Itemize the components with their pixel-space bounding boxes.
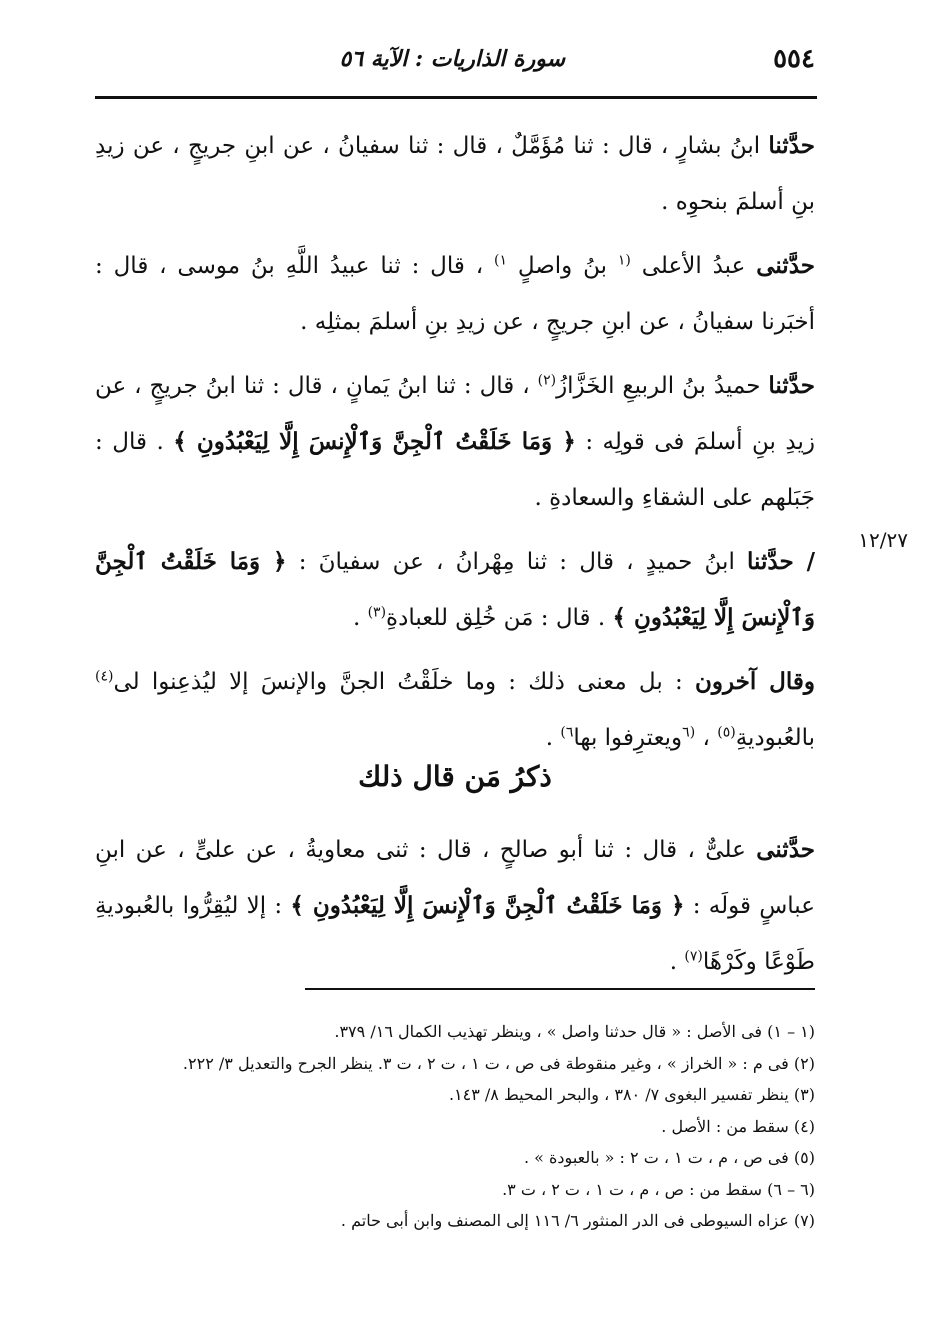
page-number: ٥٥٤ xyxy=(773,44,815,74)
paragraph-text: بنُ واصلٍ xyxy=(507,253,618,279)
narration-lead: حدَّثنى xyxy=(756,836,815,863)
paragraph-text: . قال : جَبَلهم على الشقاءِ والسعادةِ . xyxy=(95,429,815,511)
header-rule xyxy=(95,96,817,99)
footnote-2: (٢) فى م : « الخراز » ، وغير منقوطة فى ص ، ت ١ ، ت ٢ ، ت ٣. ينظر الجرح والتعديل ٣/ ٢٢٢. xyxy=(182,1053,815,1073)
paragraph-2 xyxy=(95,238,815,350)
narration-lead: حدَّثنى xyxy=(756,252,815,279)
paragraph-text: : إلا ليُقِرُّوا بالعُبوديةِ طَوْعًا وكَرْهًا xyxy=(95,893,815,975)
paragraph-text: ، xyxy=(695,725,718,751)
page-header xyxy=(95,38,815,88)
quran-verse: ﴿ وَمَا خَلَقْتُ ٱلْجِنَّ وَٱلْإِنسَ إِلَّا لِيَعْبُدُونِ ﴾ xyxy=(290,892,685,919)
paragraph-text: علىٌّ ، قال : ثنا أبو صالحٍ ، قال : ثنى معاويةُ ، عن علىٍّ ، عن ابنِ عباسٍ قولَه : xyxy=(95,837,815,919)
paragraph-text: . xyxy=(352,605,368,631)
footnote-ref-2: (٢) xyxy=(537,372,557,389)
paragraph-text: حميدُ بنُ الربيعِ الخَزَّازُ xyxy=(556,373,769,399)
footnote-ref-7: (٧) xyxy=(684,948,703,965)
paragraph-text: . xyxy=(545,725,561,751)
paragraph-text: ويعترِفوا بها xyxy=(573,725,683,751)
section-heading: ذكرُ مَن قال ذلك xyxy=(358,760,552,793)
paragraph-6 xyxy=(95,822,815,990)
paragraph-text: بالعُبوديةِ xyxy=(735,725,815,751)
footnote-4: (٤) سقط من : الأصل . xyxy=(661,1116,815,1136)
footnote-ref-6-open: (٦ xyxy=(682,724,696,741)
main-text xyxy=(95,118,815,774)
narration-lead: وقال آخرون xyxy=(694,668,815,695)
footnote-6: (٦ – ٦) سقط من : ص ، م ، ت ١ ، ت ٢ ، ت ٣. xyxy=(502,1179,815,1199)
footnote-ref-3: (٣) xyxy=(367,604,387,621)
footnote-ref-5: (٥) xyxy=(717,724,736,741)
narration-lead: حدَّثنا xyxy=(768,132,815,159)
paragraph-4 xyxy=(95,534,815,646)
paragraph-text: : بل معنى ذلك : وما خلَقْتُ الجنَّ والإنسَ إلا ليُذعِنوا لى xyxy=(113,669,695,695)
paragraph-1 xyxy=(95,118,815,230)
running-title: سورة الذاريات : الآية ٥٦ xyxy=(339,46,565,72)
footnote-ref-4: (٤) xyxy=(95,668,114,685)
paragraph-3 xyxy=(95,358,815,526)
footnote-ref-1-open: (١ xyxy=(617,252,631,269)
footnote-ref-6-close: ٦) xyxy=(560,724,574,741)
narration-lead: / حدَّثنا xyxy=(747,548,815,575)
margin-page-reference: ١٢/٢٧ xyxy=(858,528,908,552)
footnote-ref-1-close: ١) xyxy=(494,252,507,269)
footnote-rule xyxy=(305,988,815,990)
footnote-5: (٥) فى ص ، م ، ت ١ ، ت ٢ : « بالعبودة » . xyxy=(524,1148,815,1167)
quran-verse: ﴿ وَمَا خَلَقْتُ ٱلْجِنَّ وَٱلْإِنسَ إِلَّا لِيَعْبُدُونِ ﴾ xyxy=(95,548,815,631)
paragraph-text: ابنُ بشارٍ ، قال : ثنا مُؤَمَّلٌ ، قال : ثنا سفيانُ ، عن ابنِ جريجٍ ، عن زيدِ بنِ أسلمَ بنحوِه . xyxy=(95,133,815,215)
quran-verse: ﴿ وَمَا خَلَقْتُ ٱلْجِنَّ وَٱلْإِنسَ إِلَّا لِيَعْبُدُونِ ﴾ xyxy=(173,428,576,455)
footnote-1: (١ – ١) فى الأصل : « قال حدثنا واصل » ، وينظر تهذيب الكمال ١٦/ ٣٧٩. xyxy=(334,1022,815,1041)
footnotes xyxy=(95,1016,815,1237)
section-text xyxy=(95,822,815,998)
paragraph-text: عبدُ الأعلى xyxy=(630,253,757,279)
paragraph-5 xyxy=(95,654,815,766)
paragraph-text: . قال : مَن خُلِق للعبادةِ xyxy=(386,605,613,631)
footnote-3: (٣) ينظر تفسير البغوى ٧/ ٣٨٠ ، والبحر المحيط ٨/ ١٤٣. xyxy=(448,1085,815,1104)
paragraph-text: ابنُ حميدٍ ، قال : ثنا مِهْرانُ ، عن سفيانَ : xyxy=(286,549,748,575)
narration-lead: حدَّثنا xyxy=(768,372,815,399)
paragraph-text: ، قال : ثنا عبيدُ اللَّهِ بنُ موسى ، قال : أخبَرنا سفيانُ ، عن ابنِ جريجٍ ، عن زيدِ بنِ أسلمَ بمثلِه . xyxy=(95,253,815,335)
paragraph-text: ، قال : ثنا ابنُ يَمانٍ ، قال : ثنا ابنُ جريجٍ ، عن زيدِ بنِ أسلمَ فى قولِه : xyxy=(95,373,815,455)
paragraph-text: . xyxy=(669,949,685,975)
footnote-7: (٧) عزاه السيوطى فى الدر المنثور ٦/ ١١٦ إلى المصنف وابن أبى حاتم . xyxy=(340,1211,815,1230)
